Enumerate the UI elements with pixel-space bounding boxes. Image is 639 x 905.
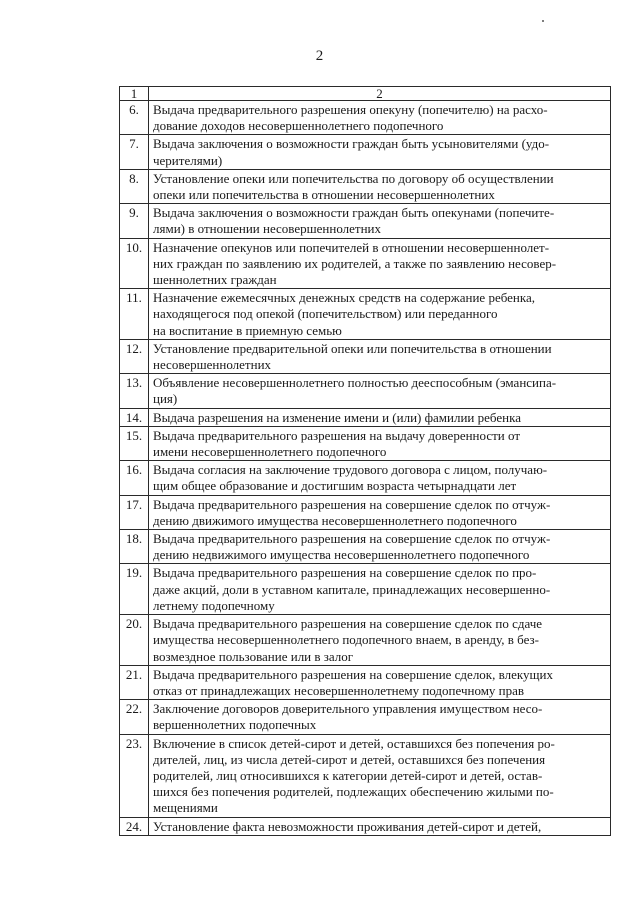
- row-service-name: Выдача предварительного разрешения на совершение сделок по сдаче имущества несовершеннолетнего подопечного внаем, в аренду, в без- возмездное пользование или в залог: [149, 615, 611, 666]
- table-header-row: [120, 87, 611, 101]
- row-number: 20.: [120, 615, 149, 666]
- row-number: 11.: [120, 289, 149, 340]
- row-number: 17.: [120, 495, 149, 529]
- row-number: 21.: [120, 665, 149, 699]
- row-number: 22.: [120, 700, 149, 734]
- table-row: [120, 426, 611, 460]
- page-number: 2: [315, 48, 324, 64]
- table-row: [120, 204, 611, 238]
- row-service-name: Установление факта невозможности проживания детей-сирот и детей,: [149, 817, 611, 835]
- row-number: 9.: [120, 204, 149, 238]
- row-service-name: Включение в список детей-сирот и детей, оставшихся без попечения ро- дителей, лиц, из числа детей-сирот и детей, оставшихся без попечения родителей, лиц относившихся к категории детей-сирот и детей, остав- шихся без попечения родителей, подлежащих обеспечению жилыми по- мещениями: [149, 734, 611, 817]
- services-table: [119, 86, 611, 836]
- row-service-name: Заключение договоров доверительного управления имуществом несо- вершеннолетних подопечных: [149, 700, 611, 734]
- row-number: 13.: [120, 374, 149, 408]
- row-number: 23.: [120, 734, 149, 817]
- row-service-name: Выдача предварительного разрешения опекуну (попечителю) на расхо- дование доходов несовершеннолетнего подопечного: [149, 101, 611, 135]
- row-number: 15.: [120, 426, 149, 460]
- row-number: 8.: [120, 169, 149, 203]
- row-number: 16.: [120, 461, 149, 495]
- header-col-2: 2: [149, 87, 611, 101]
- row-service-name: Назначение ежемесячных денежных средств на содержание ребенка, находящегося под опекой (попечительством) или переданного на воспитание в приемную семью: [149, 289, 611, 340]
- row-number: 24.: [120, 817, 149, 835]
- table-row: [120, 169, 611, 203]
- header-col-1: 1: [120, 87, 149, 101]
- row-service-name: Выдача предварительного разрешения на выдачу доверенности от имени несовершеннолетнего подопечного: [149, 426, 611, 460]
- scan-speck: [542, 20, 544, 22]
- services-table-body: [120, 87, 611, 836]
- table-row: [120, 564, 611, 615]
- table-row: [120, 408, 611, 426]
- table-row: [120, 238, 611, 289]
- row-service-name: Установление опеки или попечительства по договору об осуществлении опеки или попечительства в отношении несовершеннолетних: [149, 169, 611, 203]
- row-service-name: Назначение опекунов или попечителей в отношении несовершеннолет- них граждан по заявлению их родителей, а также по заявлению несовер- шеннолетних граждан: [149, 238, 611, 289]
- table-row: [120, 289, 611, 340]
- row-service-name: Объявление несовершеннолетнего полностью дееспособным (эмансипа- ция): [149, 374, 611, 408]
- row-number: 10.: [120, 238, 149, 289]
- row-service-name: Выдача заключения о возможности граждан быть опекунами (попечите- лями) в отношении несовершеннолетних: [149, 204, 611, 238]
- table-row: [120, 461, 611, 495]
- row-service-name: Выдача согласия на заключение трудового договора с лицом, получаю- щим общее образование и достигшим возраста четырнадцати лет: [149, 461, 611, 495]
- table-row: [120, 135, 611, 169]
- table-row: [120, 665, 611, 699]
- table-row: [120, 615, 611, 666]
- row-number: 6.: [120, 101, 149, 135]
- table-row: [120, 495, 611, 529]
- table-row: [120, 530, 611, 564]
- row-service-name: Выдача предварительного разрешения на совершение сделок по про- даже акций, доли в уставном капитале, принадлежащих несовершенно- летнему подопечному: [149, 564, 611, 615]
- row-service-name: Выдача предварительного разрешения на совершение сделок по отчуж- дению движимого имущества несовершеннолетнего подопечного: [149, 495, 611, 529]
- table-row: [120, 339, 611, 373]
- row-number: 14.: [120, 408, 149, 426]
- table-row: [120, 817, 611, 835]
- table-row: [120, 700, 611, 734]
- table-row: [120, 101, 611, 135]
- row-service-name: Выдача предварительного разрешения на совершение сделок, влекущих отказ от принадлежащих несовершеннолетнему подопечному прав: [149, 665, 611, 699]
- table-row: [120, 374, 611, 408]
- table-row: [120, 734, 611, 817]
- row-number: 18.: [120, 530, 149, 564]
- row-service-name: Выдача предварительного разрешения на совершение сделок по отчуж- дению недвижимого имущества несовершеннолетнего подопечного: [149, 530, 611, 564]
- row-number: 19.: [120, 564, 149, 615]
- row-number: 12.: [120, 339, 149, 373]
- row-number: 7.: [120, 135, 149, 169]
- row-service-name: Выдача заключения о возможности граждан быть усыновителями (удо- черителями): [149, 135, 611, 169]
- row-service-name: Установление предварительной опеки или попечительства в отношении несовершеннолетних: [149, 339, 611, 373]
- row-service-name: Выдача разрешения на изменение имени и (или) фамилии ребенка: [149, 408, 611, 426]
